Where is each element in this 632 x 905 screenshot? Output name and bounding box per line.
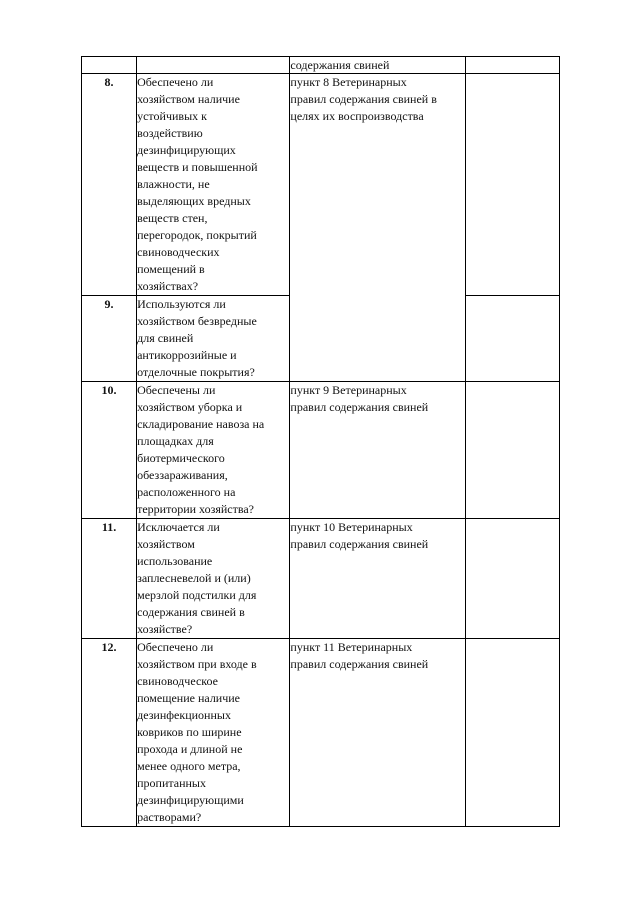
row-number: 8. [104, 75, 114, 89]
row-number-cell [82, 382, 137, 519]
answer-cell [465, 74, 559, 296]
row-number-cell [82, 639, 137, 827]
reference-text: содержания свиней [290, 58, 390, 72]
reference-text: пункт 11 Ветеринарных правил содержания свиней [290, 640, 429, 671]
question-text: Используются ли хозяйством безвредные для свиней антикоррозийные и отделочные покрытия? [137, 297, 257, 379]
question-text: Обеспечено ли хозяйством наличие устойчивых к воздействию дезинфицирующих веществ и повышенной влажности, не выделяющих вредных веществ стен, перегородок, покрытий свиноводческих помещений в хозяйствах? [137, 75, 258, 293]
reference-text: пункт 9 Ветеринарных правил содержания свиней [290, 383, 429, 414]
answer-cell [465, 639, 559, 827]
answer-cell [465, 57, 559, 74]
row-number: 10. [101, 383, 117, 397]
question-cell [137, 382, 290, 519]
table-row [82, 382, 560, 519]
question-cell [137, 639, 290, 827]
answer-cell [465, 382, 559, 519]
row-number-cell [82, 296, 137, 382]
question-text: Обеспечены ли хозяйством уборка и складирование навоза на площадках для биотермического обеззараживания, расположенного на территории хозяйства? [137, 383, 265, 516]
question-text: Исключается ли хозяйством использование заплесневелой и (или) мерзлой подстилки для содержания свиней в хозяйстве? [137, 520, 257, 636]
reference-cell [290, 74, 465, 382]
table-row [82, 74, 560, 296]
answer-cell [465, 519, 559, 639]
question-cell [137, 296, 290, 382]
row-number: 9. [104, 297, 114, 311]
reference-cell [290, 519, 465, 639]
row-number-cell [82, 57, 137, 74]
question-cell [137, 57, 290, 74]
reference-cell [290, 57, 465, 74]
row-number-cell [82, 74, 137, 296]
row-number: 11. [101, 520, 117, 534]
table-row [82, 519, 560, 639]
question-text: Обеспечено ли хозяйством при входе в свиноводческое помещение наличие дезинфекционных ковриков по ширине прохода и длиной не менее одного метра, пропитанных дезинфицирующими растворами? [137, 640, 257, 824]
reference-text: пункт 8 Ветеринарных правил содержания свиней в целях их воспроизводства [290, 75, 437, 123]
question-cell [137, 74, 290, 296]
checklist-table [81, 56, 560, 827]
reference-cell [290, 639, 465, 827]
row-number-cell [82, 519, 137, 639]
reference-text: пункт 10 Ветеринарных правил содержания свиней [290, 520, 429, 551]
table-row [82, 639, 560, 827]
answer-cell [465, 296, 559, 382]
reference-cell [290, 382, 465, 519]
question-cell [137, 519, 290, 639]
table-row-continuation [82, 57, 560, 74]
row-number: 12. [101, 640, 117, 654]
